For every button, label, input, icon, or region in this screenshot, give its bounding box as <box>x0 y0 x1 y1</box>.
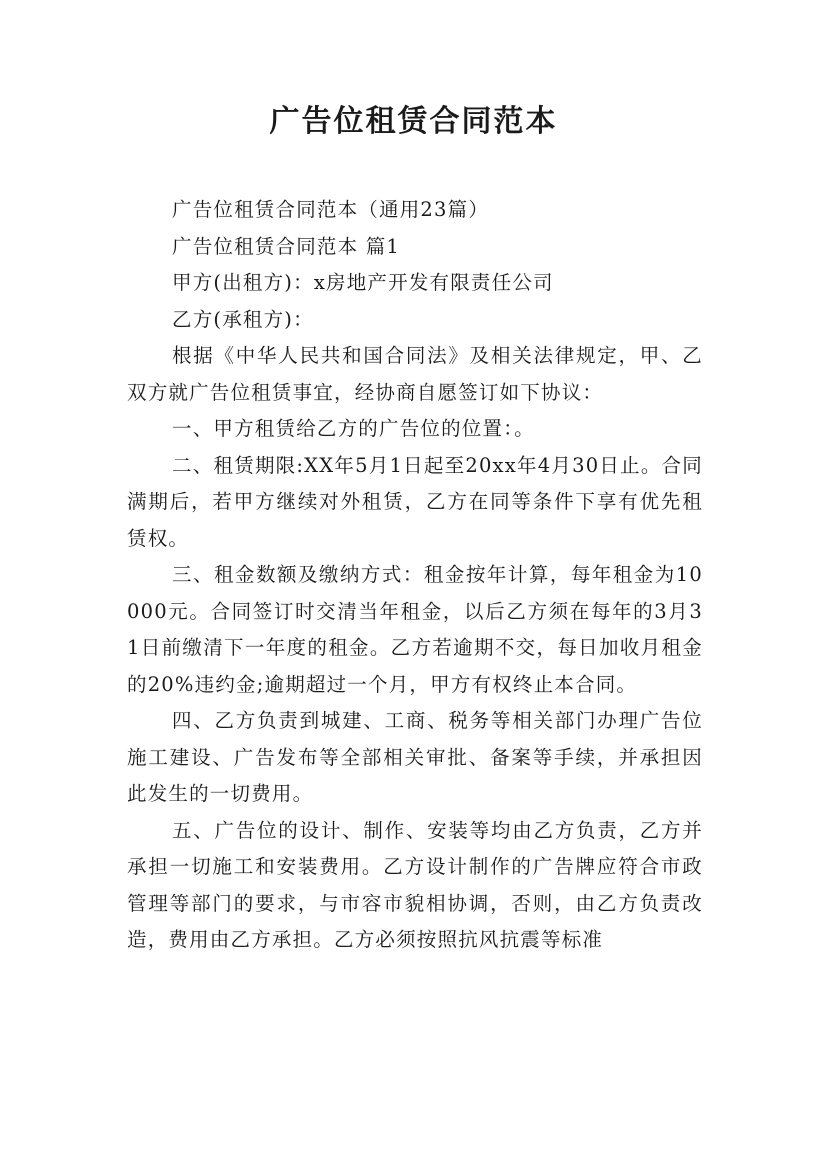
paragraph-clause-4: 四、乙方负责到城建、工商、税务等相关部门办理广告位施工建设、广告发布等全部相关审批、备案等手续，并承担因此发生的一切费用。 <box>127 709 703 805</box>
paragraph-clause-2: 二、租赁期限:XX年5月1日起至20xx年4月30日止。合同满期后，若甲方继续对外租赁，乙方在同等条件下享有优先租赁权。 <box>127 453 703 550</box>
paragraph-party-a: 甲方(出租方)：x房地产开发有限责任公司 <box>172 271 554 294</box>
paragraph-clause-3: 三、租金数额及缴纳方式：租金按年计算，每年租金为10000元。合同签订时交清当年租金，以后乙方须在每年的3月31日前缴清下一年度的租金。乙方若逾期不交，每日加收月租金的20%违约金;逾期超过一个月，甲方有权终止本合同。 <box>127 563 703 696</box>
paragraph-clause-5: 五、广告位的设计、制作、安装等均由乙方负责，乙方并承担一切施工和安装费用。乙方设计制作的广告牌应符合市政管理等部门的要求，与市容市貌相协调，否则，由乙方负责改造，费用由乙方承担。乙方必须按照抗风抗震等标准 <box>127 818 703 951</box>
document-title: 广告位租赁合同范本 <box>269 104 558 139</box>
document-body <box>127 192 703 959</box>
paragraph-collection-title: 广告位租赁合同范本（通用23篇） <box>172 198 490 221</box>
paragraph-clause-1: 一、甲方租赁给乙方的广告位的位置：。 <box>172 417 535 440</box>
paragraph-preamble: 根据《中华人民共和国合同法》及相关法律规定，甲、乙双方就广告位租赁事宜，经协商自愿签订如下协议： <box>127 344 703 404</box>
paragraph-party-b: 乙方(承租方)： <box>172 307 314 331</box>
paragraph-article-heading: 广告位租赁合同范本 篇1 <box>172 234 401 258</box>
